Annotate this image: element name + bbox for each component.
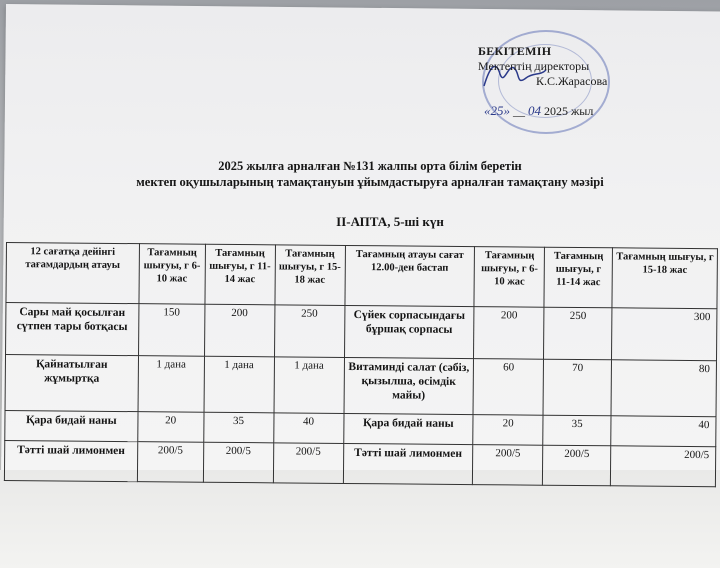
value-cell: 35 (543, 415, 611, 446)
header-cell: Тағамның шығуы, г 11-14 жас (544, 247, 612, 308)
table-header-row (6, 243, 717, 309)
dish-cell: Тәтті шай лимонмен (4, 440, 137, 481)
header-cell: Тағамның шығуы, г 6-10 жас (139, 244, 205, 305)
table-row (5, 355, 716, 417)
dish-cell: Сары май қосылған сүтпен тары ботқасы (6, 303, 139, 356)
value-cell: 200/5 (543, 445, 611, 486)
value-cell: 250 (274, 305, 344, 358)
header-cell: Тағамның шығуы, г 11-14 жас (205, 244, 275, 305)
approval-date: «25» __ 04 2025 жыл (484, 103, 594, 118)
title-line-1: 2025 жылға арналған №131 жалпы орта білім беретін (218, 159, 522, 173)
value-cell: 20 (137, 412, 203, 443)
header-cell: 12 сағатқа дейінгі тағамдардың атауы (6, 243, 139, 304)
director-position: Мектептің директоры (478, 59, 590, 73)
value-cell: 80 (611, 360, 716, 417)
value-cell: 200/5 (611, 446, 716, 487)
menu-table (4, 242, 718, 487)
value-cell: 1 дана (204, 356, 274, 413)
dish-cell: Тәтті шай лимонмен (343, 443, 473, 484)
value-cell: 300 (612, 308, 717, 361)
value-cell: 70 (543, 359, 611, 416)
header-cell: Тағамның шығуы, г 6-10 жас (474, 247, 544, 308)
value-cell: 200 (474, 307, 544, 360)
header-cell: Тағамның атауы сағат 12.00-ден бастап (344, 245, 474, 306)
date-day: «25» (484, 103, 510, 118)
date-year: 2025 жыл (544, 104, 594, 118)
dish-cell: Витаминді салат (сәбіз, қызылша, өсімдік майы) (344, 357, 474, 414)
title-line-2: мектеп оқушыларының тамақтануын ұйымдастыруға арналған тамақтану мәзірі (136, 175, 604, 189)
dish-cell: Сүйек сорпасындағы бұршақ сорпасы (344, 305, 474, 358)
value-cell: 200/5 (203, 442, 273, 483)
value-cell: 200 (204, 304, 274, 357)
approval-block (472, 44, 672, 119)
value-cell: 1 дана (138, 356, 204, 413)
dish-cell: Қайнатылған жұмыртқа (5, 355, 138, 412)
table-row (6, 303, 717, 361)
value-cell: 20 (473, 415, 543, 446)
value-cell: 200/5 (137, 442, 203, 483)
director-name: К.С.Жарасова (536, 74, 608, 88)
value-cell: 40 (611, 416, 716, 447)
value-cell: 200/5 (473, 445, 543, 486)
approval-heading: БЕКІТЕМІН (478, 44, 552, 58)
value-cell: 60 (473, 359, 543, 416)
table-row (4, 440, 715, 486)
value-cell: 35 (203, 412, 273, 443)
document-title (90, 158, 650, 190)
value-cell: 200/5 (273, 443, 343, 484)
date-month: 04 (528, 103, 541, 118)
dish-cell: Қара бидай наны (5, 410, 138, 441)
header-cell: Тағамның шығуы, г 15-18 жас (612, 248, 717, 309)
value-cell: 40 (273, 413, 343, 444)
value-cell: 150 (138, 304, 204, 357)
week-day-label: II-АПТА, 5-ші күн (336, 214, 444, 229)
value-cell: 1 дана (274, 357, 344, 414)
value-cell: 250 (544, 307, 612, 360)
header-cell: Тағамның шығуы, г 15-18 жас (275, 245, 345, 306)
dish-cell: Қара бидай наны (343, 413, 473, 444)
